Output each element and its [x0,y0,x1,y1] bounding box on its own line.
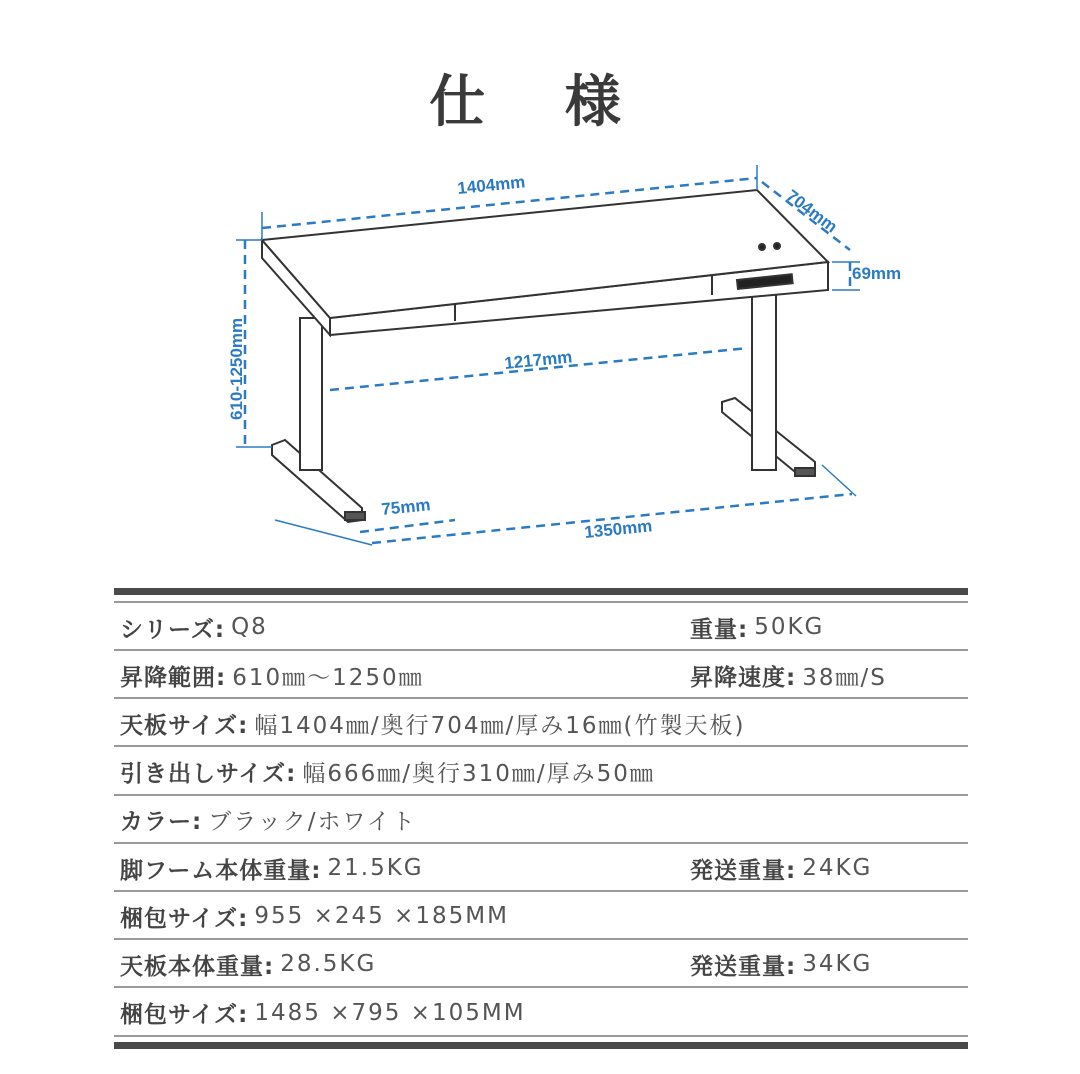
right-foot-pad [795,468,815,476]
width-dimension-label: 1404mm [456,172,527,198]
spec-label: 天板サイズ: [120,712,249,739]
height-dimension-label: 610-1250mm [227,317,246,420]
page-title: 仕 様 [429,70,651,135]
depth-dimension-label: 704mm [782,186,841,237]
spec-value: 34KG [802,951,873,978]
port-right [774,243,780,249]
leg-span-dimension-label: 1217mm [503,347,574,373]
spec-value: 28.5KG [280,951,377,978]
spec-label: 発送重量: [690,857,797,884]
foot-width-dimension-label: 75mm [380,495,432,519]
port-left [759,244,765,250]
spec-value: 24KG [802,855,873,881]
spec-label: シリーズ: [120,616,226,643]
spec-row [114,604,968,651]
spec-row [114,749,968,796]
spec-label: 発送重量: [690,953,797,980]
right-leg [752,290,776,470]
base-length-dimension-label: 1350mm [583,516,654,542]
spec-label: 梱包サイズ: [120,1002,249,1029]
spec-value: 幅666㎜/奥行310㎜/厚み50㎜ [302,761,655,788]
left-foot-pad [345,512,365,520]
left-leg [300,318,322,470]
table-top-rule [114,588,968,595]
spec-row [114,845,968,892]
table-top-rule-thin [114,601,968,603]
spec-row [114,652,968,699]
spec-label: 昇降速度: [690,664,797,691]
spec-row [114,941,968,988]
spec-value: 50KG [754,614,825,640]
spec-row [114,797,968,844]
spec-value: 38㎜/S [802,664,887,691]
spec-label: 天板本体重量: [120,953,275,980]
spec-row [114,990,968,1037]
spec-row [114,893,968,940]
spec-label: 脚フーム本体重量: [120,857,322,884]
thickness-dimension-label: 69mm [852,264,902,283]
spec-value: 21.5KG [327,855,424,881]
spec-label: 昇降範囲: [120,664,227,691]
spec-value: 955 ×245 ×185MM [254,903,509,930]
spec-label: カラー: [120,809,203,836]
spec-label: 引き出しサイズ: [120,761,297,788]
spec-label: 重量: [690,616,749,643]
spec-value: 1485 ×795 ×105MM [254,999,526,1026]
spec-row [114,700,968,747]
spec-label: 梱包サイズ: [120,905,249,932]
spec-value: ブラック/ホワイト [208,809,417,836]
spec-value: 幅1404㎜/奥行704㎜/厚み16㎜(竹製天板) [254,712,746,739]
spec-value: Q8 [231,614,268,640]
table-bottom-rule [114,1042,968,1049]
spec-value: 610㎜～1250㎜ [232,664,424,691]
